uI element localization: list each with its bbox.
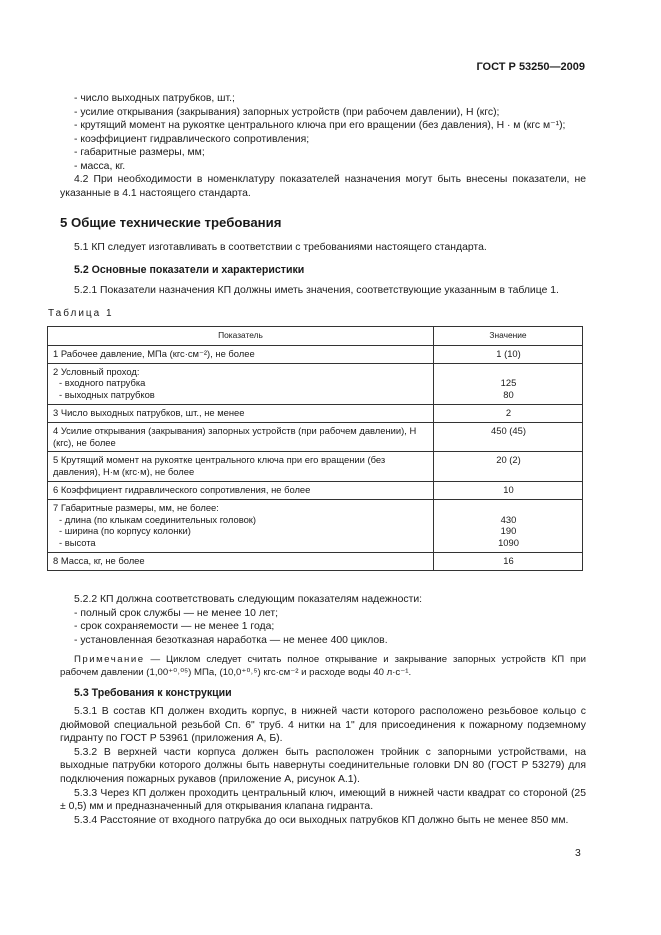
note-text: — Циклом следует считать полное открывание и закрывание запорных устройств КП при рабочем давлении (1,00⁺⁰˒⁰⁵) МПа, (10,0⁺⁰˒⁵) кгс·см⁻² и расходе воды 40 л·с⁻¹. [60,654,586,678]
row-label: 6 Коэффициент гидравлического сопротивления, не более [48,481,434,499]
row-value: 16 [434,552,583,570]
row-value: 2 [434,404,583,422]
row-label: 2 Условный проход: - входного патрубка - выходных патрубков [48,363,434,404]
row-label: 4 Усилие открывания (закрывания) запорных устройств (при рабочем давлении), Н (кгс), не более [48,422,434,452]
paragraph-4-2: 4.2 При необходимости в номенклатуру показателей назначения могут быть внесены показатели, не указанные в 4.1 настоящего стандарта. [60,174,586,199]
paragraph-5-3-4: 5.3.4 Расстояние от входного патрубка до оси выходных патрубков КП должно быть не менее 850 мм. [74,814,569,826]
paragraph-5-3-2: 5.3.2 В верхней части корпуса должен быть расположен тройник с запорными устройствами, на выходные патрубки которого должны быть навернуты соединительные головки DN 80 (ГОСТ Р 53279) для подключения пожарных рукавов (приложение А, рисунок А.1). [60,746,586,785]
table-row [48,404,583,422]
list-item: - число выходных патрубков, шт.; [74,93,235,104]
row-label: 3 Число выходных патрубков, шт., не менее [48,404,434,422]
section-title: 5 Общие технические требования [60,215,282,230]
table-1 [47,326,583,571]
list-item: - масса, кг. [74,160,126,172]
subsection-5-2: 5.2 Основные показатели и характеристики [74,264,305,276]
paragraph-5-2-1: 5.2.1 Показатели назначения КП должны иметь значения, соответствующие указанным в таблице 1. [74,285,559,296]
parameter-list [74,92,586,174]
list-item: - срок сохраняемости — не менее 1 года; [74,621,275,633]
row-value: 450 (45) [434,422,583,452]
row-label: 1 Рабочее давление, МПа (кгс·см⁻²), не более [48,345,434,363]
row-value: 430 190 1090 [434,499,583,552]
paragraph-5-1: 5.1 КП следует изготавливать в соответствии с требованиями настоящего стандарта. [74,242,487,253]
list-item: - полный срок службы — не менее 10 лет; [74,607,278,619]
row-value: 125 80 [434,363,583,404]
list-item: - габаритные размеры, мм; [74,147,205,159]
header-value: Значение [434,327,583,346]
paragraph-5-2-2: 5.2.2 КП должна соответствовать следующим показателям надежности: - полный срок службы — не менее 10 лет; - срок сохраняемости — не менее 1 года; - установленная безотказная наработка — не менее 400 циклов. [74,593,586,647]
note-label: Примечание [74,654,145,665]
row-label: 5 Крутящий момент на рукоятке центрального ключа при его вращении (без давления), Н·м (кгс·м), не более [48,452,434,482]
row-value: 20 (2) [434,452,583,482]
subsection-5-3: 5.3 Требования к конструкции [74,687,232,699]
note [60,653,586,679]
list-item: - крутящий момент на рукоятке центрального ключа при его вращении (без давления), Н · м (кгс м⁻¹); [74,120,566,132]
paragraph-5-3-1: 5.3.1 В состав КП должен входить корпус, в нижней части которого расположено резьбовое кольцо с дюймовой специальной резьбой Сп. 6" труб. 4 нитки на 1" для присоединения к пожарному подземному гидранту по ГОСТ Р 53961 (приложения А, Б). [60,706,586,745]
paragraph-5-3-3: 5.3.3 Через КП должен проходить центральный ключ, имеющий в нижней части квадрат со стороной (25 ± 0,5) мм и предназначенный для открывания клапана гидранта. [60,787,586,813]
row-label: 8 Масса, кг, не более [48,552,434,570]
header-param: Показатель [48,327,434,346]
table-row [48,481,583,499]
section-5 [60,215,572,231]
table-row [48,345,583,363]
page-number: 3 [575,848,581,859]
table-row [48,552,583,570]
list-item: - усилие открывания (закрывания) запорных устройств (при рабочем давлении), Н (кгс); [74,106,500,118]
row-value: 10 [434,481,583,499]
table-header-row [48,327,583,346]
list-item: - установленная безотказная наработка — не менее 400 циклов. [74,634,388,646]
row-value: 1 (10) [434,345,583,363]
table-row [48,422,583,452]
table-row [48,363,583,404]
paragraphs-5-3 [60,705,586,827]
row-label: 7 Габаритные размеры, мм, не более: - длина (по клыкам соединительных головок) - ширина (по корпусу колонки) - высота [48,499,434,552]
table-row [48,499,583,552]
table-caption: Таблица 1 [48,308,114,319]
list-item: - коэффициент гидравлического сопротивления; [74,133,310,145]
table-row [48,452,583,482]
document-header: ГОСТ Р 53250—2009 [476,61,585,73]
